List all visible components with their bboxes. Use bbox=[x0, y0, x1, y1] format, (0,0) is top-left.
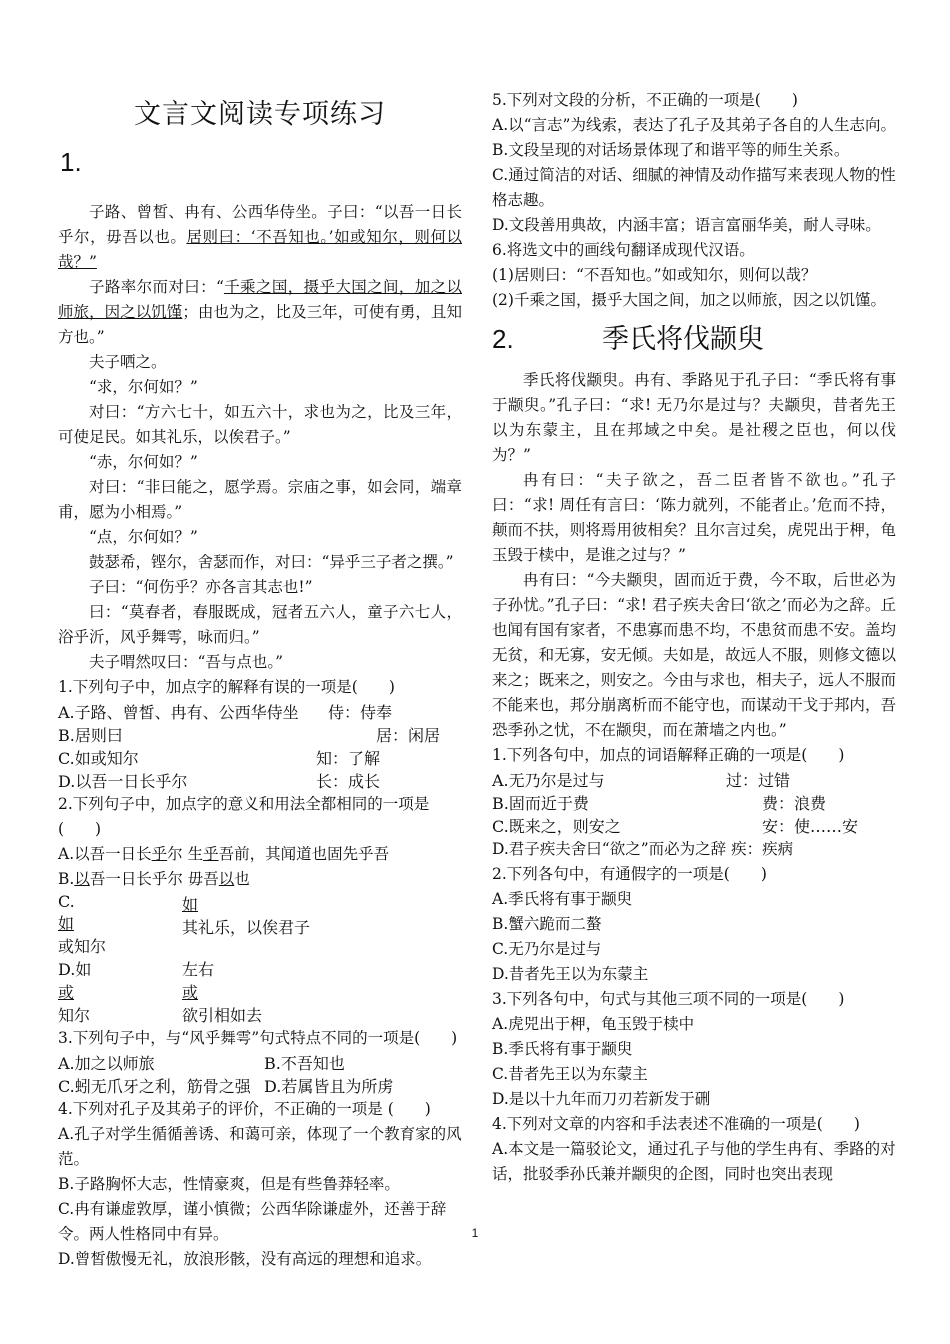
passage-paragraph: 夫子哂之。 bbox=[89, 353, 167, 371]
question-2-1 bbox=[492, 743, 896, 862]
option-c: C.如或知尔 知：了解 bbox=[58, 749, 381, 768]
translation-item-2: (2)千乘之国，摄乎大国之间，加之以师旅，因之以饥馑。 bbox=[492, 291, 886, 309]
option-a: A.季氏将有事于颛臾 bbox=[492, 890, 633, 908]
question-4 bbox=[58, 1097, 462, 1272]
question-stem: 1.下列各句中，加点的词语解释正确的一项是( ) bbox=[492, 746, 845, 764]
left-column bbox=[58, 88, 462, 1272]
section-2-number: 2. bbox=[492, 324, 514, 354]
question-stem: 5.下列对文段的分析，不正确的一项是( ) bbox=[492, 91, 798, 109]
translation-item-1: (1)居则曰：“不吾知也。”如或知尔，则何以哉？ bbox=[492, 266, 817, 284]
question-3 bbox=[58, 1026, 462, 1097]
option-c: C.通过简洁的对话、细腻的神情及动作描写来表现人物的性格志趣。 bbox=[492, 166, 896, 209]
question-stem: 2.下列句子中，加点字的意义和用法全都相同的一项是( ) bbox=[58, 795, 430, 838]
option-d: D.若属皆且为所虏 bbox=[264, 1077, 394, 1096]
option-a: A.以吾一日长乎尔 生乎吾前，其闻道也固先乎吾 bbox=[58, 845, 390, 863]
question-5 bbox=[492, 88, 896, 238]
question-2-3 bbox=[492, 987, 896, 1112]
option-d: D.以吾一日长乎尔 长：成长 bbox=[58, 772, 381, 791]
passage-paragraph: 曰：“莫春者，春服既成，冠者五六人，童子六七人，浴乎沂，风乎舞雩，咏而归。” bbox=[58, 603, 462, 646]
option-d: D.如 或 知尔 左右 或 欲引相如去 bbox=[58, 960, 263, 1025]
option-b: B.文段呈现的对话场景体现了和谐平等的师生关系。 bbox=[492, 141, 850, 159]
option-b: B.不吾知也 bbox=[264, 1054, 345, 1073]
passage-paragraph: 季氏将伐颛臾。冉有、季路见于孔子曰：“季氏将有事于颛臾。”孔子曰：“求! 无乃尔是过与？夫颛臾，昔者先王以为东蒙主，且在邦域之中矣。是社稷之臣也，何以伐为？” bbox=[492, 371, 896, 464]
question-stem: 4.下列对孔子及其弟子的评价，不正确的一项是 ( ) bbox=[58, 1100, 431, 1118]
underlined-sentence-2: 千乘之国，摄乎大国之间，加之以师旅，因之以饥馑 bbox=[58, 278, 462, 321]
option-c: C.既来之，则安之 安：使……安 bbox=[492, 817, 859, 836]
passage-paragraph: 对曰：“非曰能之，愿学焉。宗庙之事，如会同，端章甫，愿为小相焉。” bbox=[58, 478, 462, 521]
option-b: B.蟹六跪而二螯 bbox=[492, 915, 602, 933]
question-2 bbox=[58, 792, 462, 1026]
question-stem: 1.下列句子中，加点字的解释有误的一项是( ) bbox=[58, 678, 395, 696]
passage-paragraph: 对曰：“方六七十，如五六十，求也为之，比及三年，可使足民。如其礼乐，以俟君子。” bbox=[58, 403, 462, 446]
question-stem: 2.下列各句中，有通假字的一项是( ) bbox=[492, 865, 767, 883]
question-1 bbox=[58, 675, 462, 792]
option-c: C.无乃尔是过与 bbox=[492, 940, 602, 958]
option-d: D.是以十九年而刀刃若新发于硎 bbox=[492, 1090, 711, 1108]
question-stem: 3.下列各句中，句式与其他三项不同的一项是( ) bbox=[492, 990, 845, 1008]
passage-paragraph: “求，尔何如？” bbox=[89, 378, 198, 396]
option-a: A.子路、曾皙、冉有、公西华侍坐 侍：侍奉 bbox=[58, 703, 393, 722]
option-b: B.子路胸怀大志，性情豪爽，但是有些鲁莽轻率。 bbox=[58, 1175, 400, 1193]
page-number: 1 bbox=[471, 1226, 479, 1240]
question-6 bbox=[492, 238, 896, 313]
section-1-passage bbox=[58, 200, 462, 675]
passage-paragraph: 冉有曰：“今夫颛臾，固而近于费，今不取，后世必为子孙忧。”孔子曰：“求! 君子疾夫舍曰‘欲之’而必为之辞。丘也闻有国有家者，不患寡而患不均，不患贫而患不安。盖均无贫，和无寡，安无倾。夫如是，故远人不服，则修文德以来之；既来之，则安之。今由与求也，相夫子，远人不服而不能来也，邦分崩离析而不能守也，而谋动干戈于邦内，吾恐季孙之忧，不在颛臾，而在萧墙之内也。” bbox=[492, 571, 896, 739]
document-title: 文言文阅读专项练习 bbox=[134, 99, 386, 130]
option-a: A.本文是一篇驳论文，通过孔子与他的学生冉有、季路的对话，批驳季孙氏兼并颛臾的企图，同时也突出表现 bbox=[492, 1140, 896, 1183]
option-b: B.固而近于费 费：浪费 bbox=[492, 794, 827, 813]
option-d: D.曾皙傲慢无礼，放浪形骸，没有高远的理想和追求。 bbox=[58, 1250, 432, 1268]
right-column bbox=[492, 88, 896, 1187]
passage-paragraph: 子路率尔而对曰：“千乘之国，摄乎大国之间，加之以师旅，因之以饥馑；由也为之，比及三年，可使有勇，且知方也。” bbox=[58, 278, 462, 346]
option-b: B.居则曰 居：闲居 bbox=[58, 726, 441, 745]
option-a: A.无乃尔是过与 过：过错 bbox=[492, 771, 791, 790]
passage-paragraph: 夫子喟然叹曰：“吾与点也。” bbox=[89, 653, 284, 671]
option-c: C.昔者先王以为东蒙主 bbox=[492, 1065, 648, 1083]
option-d: D.君子疾夫舍曰“欲之”而必为之辞 疾：疾病 bbox=[492, 840, 794, 858]
option-a: A.加之以师旅 bbox=[58, 1054, 155, 1073]
option-a: A.孔子对学生循循善诱、和蔼可亲，体现了一个教育家的风范。 bbox=[58, 1125, 462, 1168]
section-2-title: 季氏将伐颛臾 bbox=[602, 324, 764, 355]
option-d: D.昔者先王以为东蒙主 bbox=[492, 965, 649, 983]
passage-paragraph: 鼓瑟希，铿尔，舍瑟而作，对曰：“异乎三子者之撰。” bbox=[89, 553, 454, 571]
question-stem: 6.将选文中的画线句翻译成现代汉语。 bbox=[492, 241, 755, 259]
question-2-4 bbox=[492, 1112, 896, 1187]
option-a: A.虎兕出于柙，龟玉毁于椟中 bbox=[492, 1015, 695, 1033]
section-2-passage bbox=[492, 368, 896, 743]
passage-paragraph: “点，尔何如？” bbox=[89, 528, 198, 546]
option-d: D.文段善用典故，内涵丰富；语言富丽华美，耐人寻味。 bbox=[492, 216, 881, 234]
option-b: B.以吾一日长乎尔 毋吾以也 bbox=[58, 870, 250, 888]
option-c: C. 如 或知尔 如 其礼乐，以俟君子 bbox=[58, 892, 311, 956]
option-c: C.蚓无爪牙之利，筋骨之强 bbox=[58, 1077, 251, 1096]
passage-paragraph: 冉有曰：“夫子欲之，吾二臣者皆不欲也。”孔子曰：“求! 周任有言曰：‘陈力就列，不能者止。’危而不持，颠而不扶，则将焉用彼相矣？且尔言过矣，虎兕出于柙，龟玉毁于椟中，是谁之过与？” bbox=[492, 471, 896, 564]
section-1-number: 1. bbox=[60, 147, 82, 177]
option-a: A.以“言志”为线索，表达了孔子及其弟子各自的人生志向。 bbox=[492, 116, 896, 134]
passage-paragraph: 子路、曾皙、冉有、公西华侍坐。子曰：“以吾一日长乎尔，毋吾以也。居则曰：‘不吾知也。’如或知尔，则何以哉？” bbox=[58, 203, 462, 271]
passage-paragraph: 子曰：“何伤乎？亦各言其志也!” bbox=[89, 578, 313, 596]
underlined-sentence-1: 居则曰：‘不吾知也。’如或知尔，则何以哉？” bbox=[58, 228, 462, 271]
question-stem: 3.下列句子中，与“风乎舞雩”句式特点不同的一项是( ) bbox=[58, 1029, 458, 1047]
section-2-heading bbox=[492, 317, 896, 356]
question-2-2 bbox=[492, 862, 896, 987]
option-c: C.冉有谦虚敦厚，谨小慎微；公西华除谦虚外，还善于辞令。两人性格同中有异。 bbox=[58, 1200, 447, 1243]
passage-paragraph: “赤，尔何如？” bbox=[89, 453, 198, 471]
question-stem: 4.下列对文章的内容和手法表述不准确的一项是( ) bbox=[492, 1115, 860, 1133]
option-b: B.季氏将有事于颛臾 bbox=[492, 1040, 633, 1058]
